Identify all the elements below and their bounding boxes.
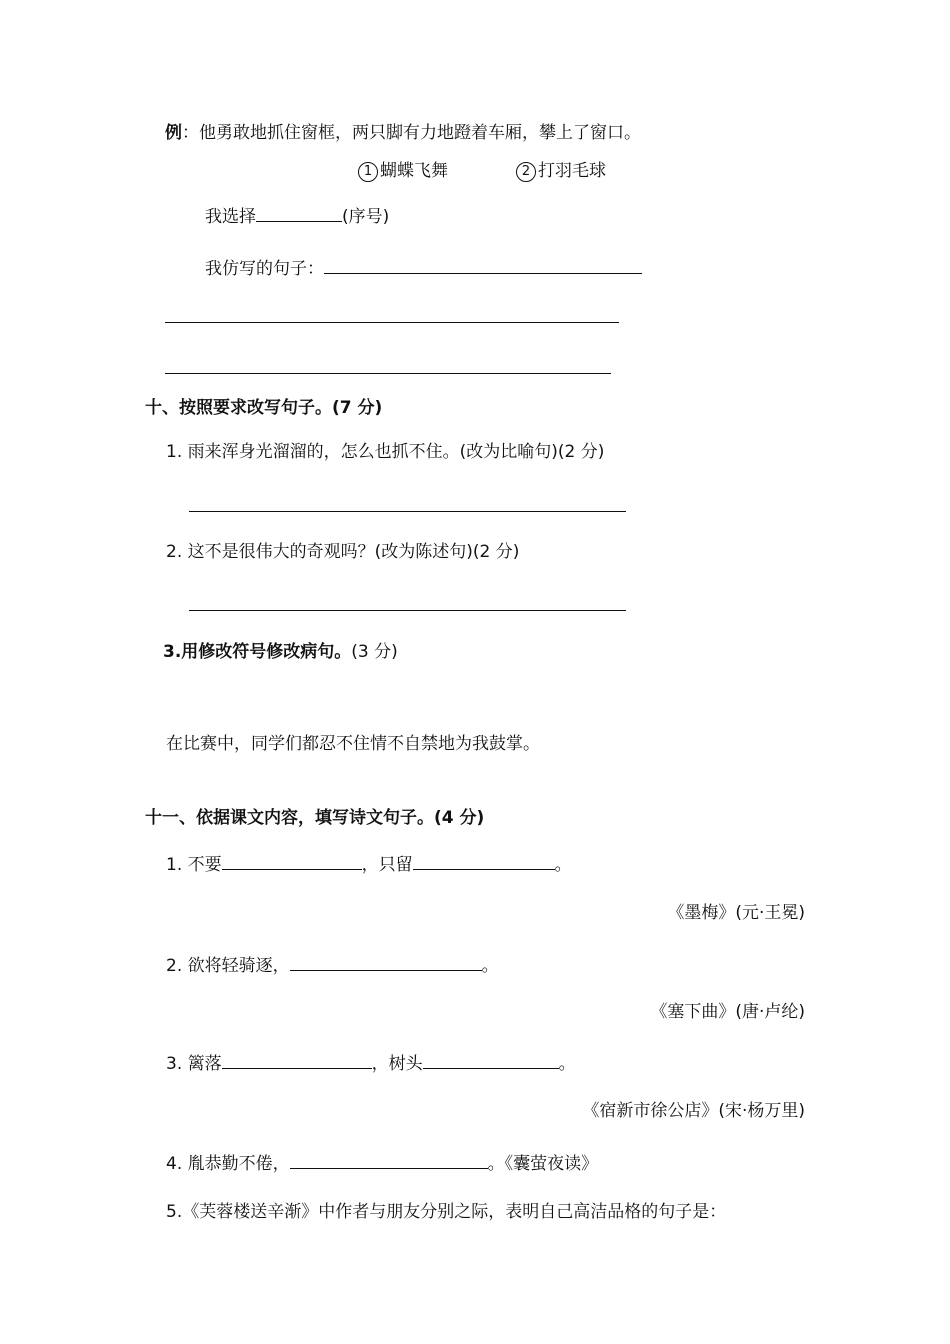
q11-item-3-source: 《宿新市徐公店》(宋·杨万里) (582, 1101, 805, 1121)
q10-item-2: 2. 这不是很伟大的奇观吗？(改为陈述句)(2 分) (166, 542, 520, 562)
option-1 (358, 159, 448, 183)
choose-line (205, 203, 389, 229)
imitate-label: 我仿写的句子： (205, 259, 324, 279)
option-text: 蝴蝶飞舞 (380, 161, 448, 181)
answer-line[interactable] (189, 511, 626, 512)
example-label: 例 (165, 123, 182, 143)
fill-blank[interactable] (413, 851, 555, 870)
q11-item-3 (166, 1050, 576, 1076)
option-2 (516, 159, 606, 183)
fill-blank[interactable] (290, 1150, 488, 1169)
item-text: 3. 篱落 (166, 1054, 222, 1074)
option-number: 1 (358, 162, 378, 182)
item-text: 。 (558, 1054, 576, 1074)
choose-label: 我选择 (205, 207, 256, 227)
item-text: 。 (481, 956, 499, 976)
q11-item-1-source: 《墨梅》(元·王冕) (667, 903, 805, 923)
q11-item-1 (166, 851, 572, 877)
imitate-line (205, 255, 642, 281)
item-text: 4. 胤恭勤不倦， (166, 1154, 290, 1174)
q11-item-5: 5.《芙蓉楼送辛渐》中作者与朋友分别之际，表明自己高洁品格的句子是： (166, 1202, 727, 1222)
fill-blank[interactable] (222, 851, 362, 870)
q10-item-3-score: (3 分) (351, 642, 398, 662)
q10-item-1: 1. 雨来浑身光溜溜的，怎么也抓不住。(改为比喻句)(2 分) (166, 442, 605, 462)
imitate-blank[interactable] (324, 255, 642, 274)
q10-item-3-text: 3.用修改符号修改病句。 (163, 642, 352, 662)
q11-item-4 (166, 1150, 598, 1176)
q11-item-2 (166, 952, 499, 978)
sick-sentence: 在比赛中，同学们都忍不住情不自禁地为我鼓掌。 (166, 734, 540, 754)
item-text: 。 (554, 855, 572, 875)
section-title-11: 十一、依据课文内容，填写诗文句子。(4 分) (145, 808, 485, 828)
answer-line[interactable] (189, 610, 626, 611)
answer-line[interactable] (165, 373, 611, 374)
option-text: 打羽毛球 (538, 161, 606, 181)
choose-suffix: (序号) (342, 207, 390, 227)
example-text: ：他勇敢地抓住窗框，两只脚有力地蹬着车厢，攀上了窗口。 (182, 123, 641, 143)
item-text: 。《囊萤夜读》 (487, 1154, 599, 1174)
item-text: 1. 不要 (166, 855, 222, 875)
fill-blank[interactable] (222, 1050, 372, 1069)
example-sentence (165, 121, 641, 145)
q11-item-2-source: 《塞下曲》(唐·卢纶) (650, 1002, 805, 1022)
option-number: 2 (516, 162, 536, 182)
item-text: 2. 欲将轻骑逐， (166, 956, 290, 976)
item-text: ，树头 (371, 1054, 423, 1074)
fill-blank[interactable] (423, 1050, 559, 1069)
choose-blank[interactable] (256, 203, 342, 222)
answer-line[interactable] (165, 322, 619, 323)
q10-item-3 (163, 640, 398, 664)
section-title-10: 十、按照要求改写句子。(7 分) (145, 398, 383, 418)
fill-blank[interactable] (290, 952, 482, 971)
item-text: ，只留 (361, 855, 413, 875)
